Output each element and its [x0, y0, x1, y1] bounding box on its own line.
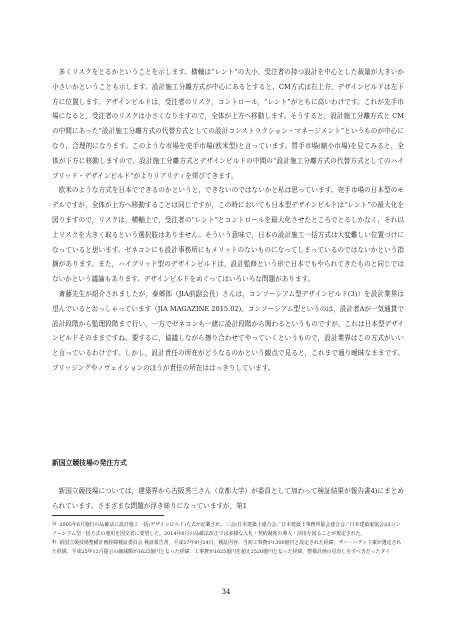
- body-text: [52, 65, 404, 376]
- footnote-3: [52, 521, 404, 538]
- footnote-mark: 3): [52, 522, 57, 527]
- footnote-text: 2005年6月施行の品確法に設計施工一括(デザインビルド)方式が記載され，三会(日本建築士連合会／日本建築士事務所協会連合会／日本建築家協会)はコンソーシアム型一括方式の運用を国交省に要望した。2014年6月の品確法改正では多様な入札・契約制度の導入・活用を図ることが規定された。: [52, 522, 401, 537]
- footnotes: [52, 521, 404, 558]
- footnote-rule: [52, 515, 164, 516]
- footnote-mark: 4): [52, 540, 57, 546]
- footnote-4: [52, 539, 404, 556]
- body-text-after-heading: [52, 484, 404, 514]
- section-heading: 新国立競技場の発注方式: [52, 459, 127, 467]
- footnote-text: 新国立競技場整備計画経緯検証委員会 検証報告書，平成27年9月24日，検証内容：当初工事費が1300億円と設定された経緯，ザハ・ハディド案が選定された経緯，平成25年12月提示の縮減額が1625億円となった経緯，工事費が1625億円を超え2520億円となった経緯，整備計画の見直しをすべきだったタイ: [52, 540, 402, 556]
- page-number: 34: [221, 588, 231, 596]
- paragraph-2: 欧米のような方式を日本でできるのかというと，できないのではないかと私は思っています。売手市場の日本型のモデルですが，全体が上方へ移動することは同じですが，この時においても日本型デザインビルドは“レント”の最大化を図りますので，リスクは，横軸上で，受注者の“レント”とコントロールを最大化させたところでとるしかなく，それ以上リスクを大きく取るという選択肢はありません。そういう意味で，日本の設計施工一括方式は大変難しい位置づけになっていると思います。ゼネコンにも設計事務所にもメリットのないものになってしまっているのではないかという指摘があります。また，ハイブリッド型のデザインビルドは，設計監修という形で日本でもやられてきたものと同じではないかという議論もあります。デザインビルドをめぐってはいろいろな問題があります。: [52, 186, 404, 284]
- paragraph-1: 多くリスクをとるかということを示します。横軸は“レント”の大小、受注者の持つ設計を中心とした裁量が大きいか小さいかということも示します。設計施工分離方式が中心にあるとすると、CM方式は右上方，デザインビルドは左下方に位置します。デザインビルドは，受注者のリスク，コントロール，“レント”がともに高いわけです。これが先手市場になると，受注者のリスクは小さくなりますので，全体が上方へ移動します。そうすると，設計施工分離方式と CM の中間にあった“設計施工分離方式の代替方式としての設計コンストラクション・マネージメント”というものが中心になり，合理的になります。このような市場を売手市場(欧米型)と言っています。買手市場(縮小市場)を見てみると，全体が下方に移動しますので，設計施工分離方式とデザインビルドの中間の“設計施工分離方式の代替方式としてのハイブリッド・デザインビルド”がよりリアリティを帯びてきます。: [52, 68, 404, 180]
- paragraph-3: 斎藤先生が紹介されましたが，泰郷郎（JIA前副会長）さんは，コンソーシアム型デザインビルド(3)）を設計業界は望んでいるとおっしゃっています（JIA MAGAZINE 2015.02)。コンソーシアム型というのは，設計者Aが一気通貫で設計段階から監理段階まで行い，一方でゼネコンも一緒に設計段階から関わるというものですが，これは日本型デザインビルドそのままですね。要するに，協議しながら擦り合わせてやっていくというもので，設計業界はこの方式がいいと言っているわけです。しかし，設計責任の所在がどうなるのかという観点で見ると，これまで通り曖昧なままです。ブリッジングやノヴェイションのほうが責任の所在ははっきりしています。: [52, 289, 404, 372]
- paragraph-4: 新国立競技場については，建築界から古阪秀三さん（京都大学）が委員として加わって検証結果が報告書4)にまとめられています。さまざまな問題が浮き彫りになっていますが，第1: [52, 487, 404, 510]
